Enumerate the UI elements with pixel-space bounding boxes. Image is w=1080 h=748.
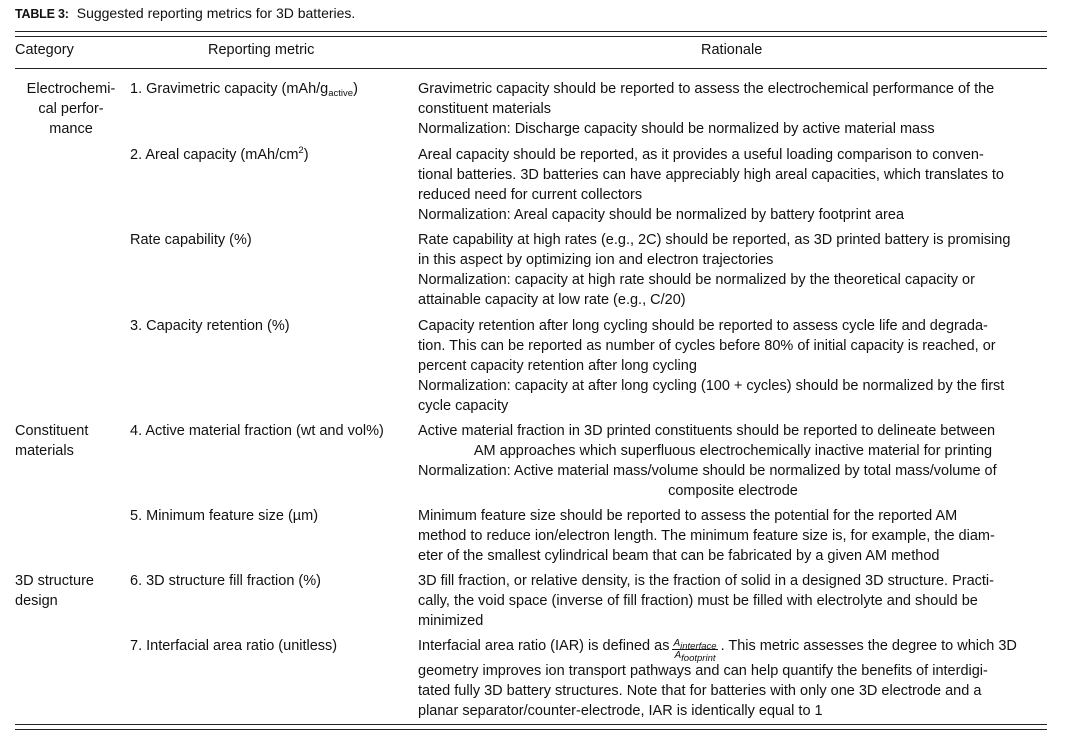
category-cell <box>15 421 127 461</box>
rationale-line: Normalization: capacity at high rate should be normalized by the theoretical capacity or <box>418 272 975 288</box>
metric-subscript: active <box>328 88 354 99</box>
rationale-line: Normalization: Discharge capacity should be normalized by active material mass <box>418 121 935 137</box>
metric-cell <box>130 421 420 441</box>
metric-text: 4. Active material fraction (wt and vol%) <box>130 423 384 439</box>
category-line: 3D structure <box>15 573 94 589</box>
header-rationale: Rationale <box>701 42 763 58</box>
metric-text: 5. Minimum feature size (µm) <box>130 508 319 524</box>
rationale-line: 3D fill fraction, or relative density, is the fraction of solid in a designed 3D structure. Practi- <box>418 573 994 589</box>
caption-label: TABLE 3: <box>15 7 69 21</box>
bottom-rule-outer <box>15 729 1047 730</box>
category-line: design <box>15 593 58 609</box>
rationale-line: Capacity retention after long cycling should be reported to assess cycle life and degrada- <box>418 318 988 334</box>
rationale-cell <box>418 145 1048 225</box>
header-category: Category <box>15 42 74 58</box>
rationale-line: minimized <box>418 613 484 629</box>
rationale-cell <box>418 230 1048 310</box>
rationale-cell <box>418 421 1048 501</box>
rationale-line: cally, the void space (inverse of fill fraction) must be filled with electrolyte and should be <box>418 593 978 609</box>
table-caption <box>15 4 355 23</box>
numerator-subscript: interface <box>680 641 717 652</box>
rationale-line: Active material fraction in 3D printed constituents should be reported to delineate between <box>418 423 996 439</box>
top-rule-inner <box>15 36 1047 37</box>
rationale-cell <box>418 316 1048 416</box>
rationale-cell <box>418 506 1048 566</box>
metric-tail: ) <box>303 147 309 163</box>
rationale-line: Gravimetric capacity should be reported to assess the electrochemical performance of the <box>418 81 995 97</box>
metric-cell <box>130 636 420 656</box>
rationale-line: Minimum feature size should be reported to assess the potential for the reported AM <box>418 508 958 524</box>
numerator-symbol: A <box>673 638 681 649</box>
rationale-line: AM approaches which superfluous electrochemically inactive material for printing <box>473 443 993 459</box>
metric-cell <box>130 571 420 591</box>
rationale-line: Normalization: Active material mass/volume should be normalized by total mass/volume of <box>418 463 997 479</box>
metric-cell <box>130 230 420 250</box>
bottom-rule <box>15 724 1047 725</box>
top-rule <box>15 31 1047 32</box>
rationale-head-tail: . This metric assesses the degree to which 3D <box>720 638 1017 654</box>
iar-formula <box>672 638 717 664</box>
caption-text: Suggested reporting metrics for 3D batteries. <box>76 5 356 21</box>
rationale-line: geometry improves ion transport pathways and can help quantify the benefits of interdigi- <box>418 663 988 679</box>
formula-numerator <box>672 638 717 650</box>
rationale-line: attainable capacity at low rate (e.g., C/20) <box>418 292 686 308</box>
rationale-line: reduced need for current collectors <box>418 187 643 203</box>
rationale-line: percent capacity retention after long cycling <box>418 358 697 374</box>
metric-superscript: 2 <box>298 145 304 156</box>
category-line: cal perfor- <box>38 101 104 117</box>
rationale-line: Areal capacity should be reported, as it provides a useful loading comparison to conven- <box>418 147 984 163</box>
header-metric: Reporting metric <box>208 42 315 58</box>
rationale-line: cycle capacity <box>418 398 509 414</box>
rationale-line: eter of the smallest cylindrical beam that can be fabricated by a given AM method <box>418 548 940 564</box>
metric-text: Rate capability (%) <box>130 232 252 248</box>
rationale-cell <box>418 79 1048 139</box>
category-line: Electrochemi- <box>26 81 116 97</box>
rationale-line: constituent materials <box>418 101 551 117</box>
category-line: Constituent <box>15 423 89 439</box>
category-line: materials <box>15 443 74 459</box>
metric-text: 2. Areal capacity (mAh/cm <box>130 147 299 163</box>
rationale-line: Normalization: Areal capacity should be normalized by battery footprint area <box>418 207 905 223</box>
category-cell <box>15 571 127 611</box>
metric-text: 1. Gravimetric capacity (mAh/g <box>130 81 329 97</box>
metric-text: 6. 3D structure fill fraction (%) <box>130 573 321 589</box>
formula-denominator <box>672 650 717 664</box>
category-cell <box>15 79 127 139</box>
metric-cell <box>130 145 420 165</box>
category-line: mance <box>49 121 93 137</box>
rationale-line: tional batteries. 3D batteries can have appreciably high areal capacities, which translates to <box>418 167 1004 183</box>
rationale-line: composite electrode <box>668 483 798 499</box>
metric-text: 7. Interfacial area ratio (unitless) <box>130 638 338 654</box>
rationale-line: Normalization: capacity at after long cycling (100 + cycles) should be normalized by the first <box>418 378 1005 394</box>
rationale-cell <box>418 571 1048 631</box>
rationale-line: tated fully 3D battery structures. Note that for batteries with only one 3D electrode and a <box>418 683 982 699</box>
rationale-head: Interfacial area ratio (IAR) is defined as <box>418 638 670 654</box>
metric-cell <box>130 79 420 99</box>
rationale-line: Rate capability at high rates (e.g., 2C) should be reported, as 3D printed battery is promising <box>418 232 1011 248</box>
denominator-subscript: footprint <box>681 653 716 664</box>
rationale-line: tion. This can be reported as number of cycles before 80% of initial capacity is reached, or <box>418 338 996 354</box>
metric-tail: ) <box>353 81 358 97</box>
rationale-line <box>418 636 1048 664</box>
rationale-line: planar separator/counter-electrode, IAR is identically equal to 1 <box>418 703 823 719</box>
rationale-line: method to reduce ion/electron length. The minimum feature size is, for example, the diam- <box>418 528 995 544</box>
header-rule <box>15 68 1047 69</box>
metric-cell <box>130 506 420 526</box>
metric-text: 3. Capacity retention (%) <box>130 318 290 334</box>
denominator-symbol: A <box>674 650 682 661</box>
metric-cell <box>130 316 420 336</box>
rationale-line: in this aspect by optimizing ion and electron trajectories <box>418 252 774 268</box>
rationale-cell <box>418 636 1048 721</box>
